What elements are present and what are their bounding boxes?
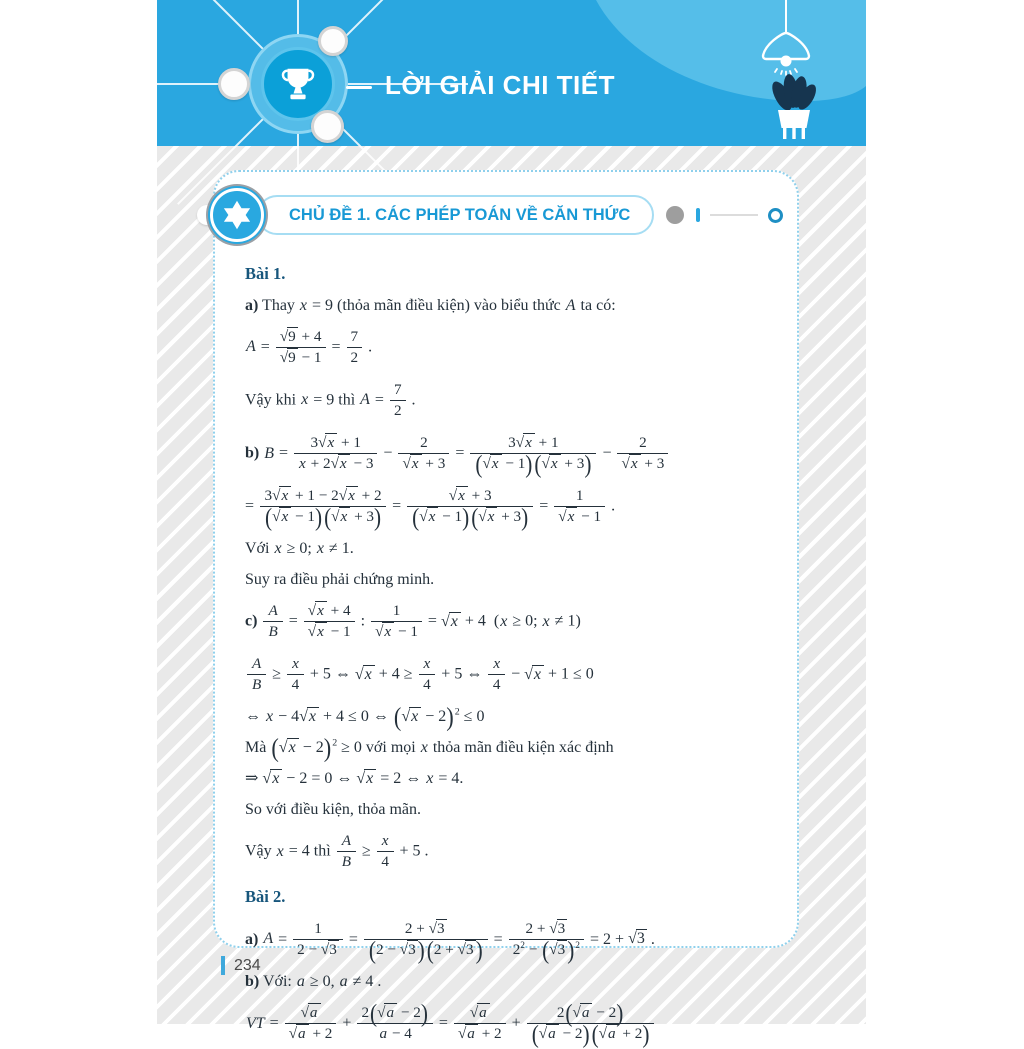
exercise-heading: Bài 2. — [245, 886, 286, 906]
topic-header — [197, 182, 783, 248]
math-line: = $\frac{3√x + 1 - 2√x + 2}{(√x - 1)(√x + 3)}$ = $\frac{√x + 3}{(√x - 1)(√x + 3)}$ = $\frac{1}{√x - 1}$ . — [245, 486, 616, 532]
topic-badge — [197, 182, 273, 248]
math-line: b) Với: a ≥ 0, a ≠ 4 . — [245, 972, 382, 990]
page-number-row — [221, 956, 261, 975]
coin-icon — [218, 68, 250, 100]
hanging-lamp-icon — [755, 0, 817, 78]
title-dash — [346, 86, 372, 89]
math-line: ⇔ x − 4√x + 4 ≤ 0 ⇔ $(√x - 2)^2 \le 0$ — [245, 701, 485, 732]
math-line: Vậy khi x = 9 thì A = $\frac{7}{2}$ . — [245, 378, 779, 424]
banner-title: LỜI GIẢI CHI TIẾT — [385, 70, 616, 100]
wave-shape — [586, 0, 866, 110]
math-line: Vậy x = 4 thì $\frac{A}{B}$ ≥ $\frac{x}{4}$ + 5 . — [245, 829, 779, 875]
trophy-icon — [279, 64, 317, 104]
math-line: Mà $(√x - 2)^2 \ge 0$ với mọi x thỏa mãn điều kiện xác định — [245, 732, 614, 763]
math-line: b) B = $\frac{3√x + 1}{x + 2√x - 3}$ − $\frac{2}{√x + 3}$ = $\frac{3√x + 1}{(√x - 1)(√x + 3)}$ − $\frac{2}{√x + 3}$ — [245, 431, 779, 477]
potted-plant-icon — [765, 70, 823, 144]
topic-pill — [257, 195, 654, 235]
math-line: a) Thay x = 9 (thỏa mãn điều kiện) vào biểu thức A ta có: — [245, 296, 616, 314]
coin-icon — [318, 26, 348, 56]
end-ring-icon — [768, 208, 783, 223]
math-line: c) $\frac{A}{B}$ = $\frac{√x + 4}{√x - 1}$ : $\frac{1}{√x - 1}$ = √x + 4 (x ≥ 0; x ≠ 1) — [245, 599, 779, 645]
gray-dot — [666, 206, 684, 224]
page-number-bar — [221, 956, 225, 975]
blue-tick — [696, 208, 700, 222]
chapter-banner — [157, 0, 866, 146]
math-line: A = $\frac{√9 + 4}{√9 - 1}$ = $\frac{7}{2}$ . — [245, 325, 779, 371]
page-number: 234 — [234, 956, 261, 974]
math-line: a) A = $\frac{1}{2 - √3}$ = $\frac{2 + √3}{(2 - √3)(2 + √3)}$ = $\frac{2 + √3}{2^2 - (√3)^2}$ = 2 + √3 . — [245, 919, 655, 965]
exercise-heading: Bài 1. — [245, 264, 286, 283]
striped-background — [157, 0, 866, 1049]
math-line: Với x ≥ 0; x ≠ 1. — [245, 539, 354, 557]
star-circle — [210, 188, 264, 242]
math-line: ⇒ √x − 2 = 0 ⇔ √x = 2 ⇔ x = 4. — [245, 769, 464, 787]
math-line: So với điều kiện, thỏa mãn. — [245, 800, 421, 818]
coin-icon — [311, 110, 344, 143]
rule-line — [710, 214, 758, 216]
math-line: VT = $\frac{√a}{√a + 2}$ + $\frac{2(√a - 2)}{a - 4}$ = $\frac{√a}{√a + 2}$ + $\frac{2(√a - 2)}{(√a - 2)(√a + 2)}$ — [245, 1001, 779, 1047]
star-burst-icon — [222, 200, 252, 230]
math-line: Suy ra điều phải chứng minh. — [245, 570, 435, 588]
topic-label: CHỦ ĐỀ 1. CÁC PHÉP TOÁN VỀ CĂN THỨC — [289, 205, 631, 224]
math-line: $\frac{A}{B}$ ≥ $\frac{x}{4}$ + 5 ⇔ √x + 4 ≥ $\frac{x}{4}$ + 5 ⇔ $\frac{x}{4}$ − √x + 1 ≤ 0 — [245, 652, 779, 698]
